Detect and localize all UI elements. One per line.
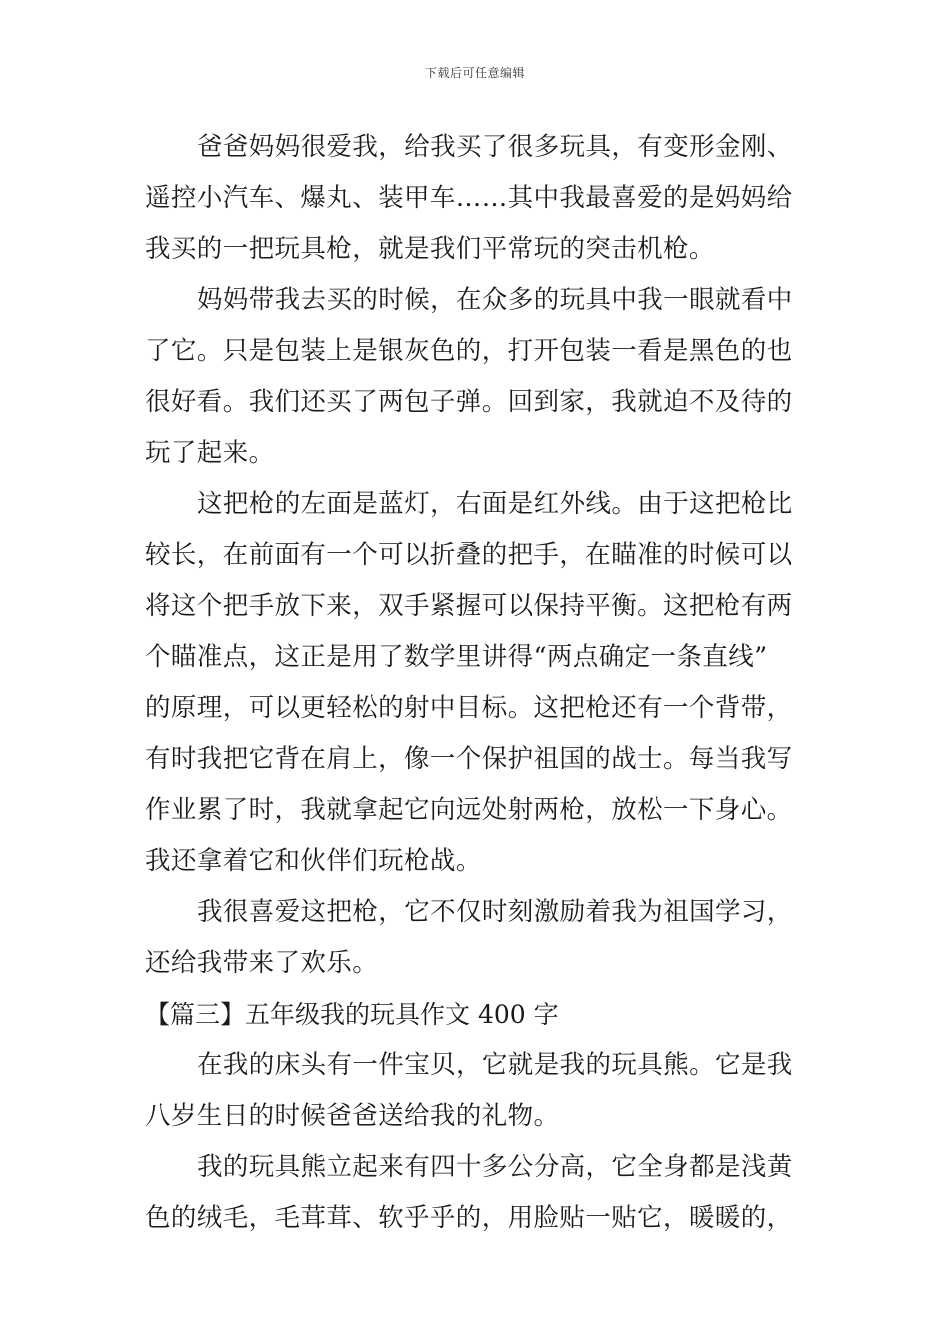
text-line: 遥控小汽车、爆丸、装甲车……其中我最喜爱的是妈妈给 — [145, 183, 793, 213]
document-body — [145, 122, 805, 1244]
text-line: 有时我把它背在肩上，像一个保护祖国的战士。每当我写 — [145, 744, 793, 774]
text-line: 这把枪的左面是蓝灯，右面是红外线。由于这把枪比 — [197, 489, 793, 519]
text-line: 爸爸妈妈很爱我，给我买了很多玩具，有变形金刚、 — [197, 132, 793, 162]
text-line: 色的绒毛，毛茸茸、软乎乎的，用脸贴一贴它，暖暖的， — [145, 1203, 793, 1233]
text-line: 个瞄准点，这正是用了数学里讲得“两点确定一条直线” — [145, 642, 768, 672]
section-heading: 【篇三】五年级我的玩具作文 400 字 — [145, 1000, 559, 1029]
text-line: 了它。只是包装上是银灰色的，打开包装一看是黑色的也 — [145, 336, 793, 366]
page-header: 下载后可任意编辑 — [424, 66, 525, 80]
text-line: 八岁生日的时候爸爸送给我的礼物。 — [145, 1101, 560, 1131]
text-line: 较长，在前面有一个可以折叠的把手，在瞄准的时候可以 — [145, 540, 793, 570]
text-line: 我的玩具熊立起来有四十多公分高，它全身都是浅黄 — [197, 1152, 793, 1182]
text-line: 在我的床头有一件宝贝，它就是我的玩具熊。它是我 — [197, 1050, 793, 1080]
text-line: 还给我带来了欢乐。 — [145, 948, 379, 978]
text-line: 将这个把手放下来，双手紧握可以保持平衡。这把枪有两 — [145, 591, 793, 621]
text-line: 很好看。我们还买了两包子弹。回到家，我就迫不及待的 — [145, 387, 793, 417]
text-line: 的原理，可以更轻松的射中目标。这把枪还有一个背带， — [145, 693, 793, 723]
text-line: 作业累了时，我就拿起它向远处射两枪，放松一下身心。 — [145, 795, 793, 825]
text-line: 妈妈带我去买的时候，在众多的玩具中我一眼就看中 — [197, 285, 793, 315]
text-line: 我买的一把玩具枪，就是我们平常玩的突击机枪。 — [145, 234, 715, 264]
text-line: 我很喜爱这把枪，它不仅时刻激励着我为祖国学习， — [197, 897, 793, 927]
text-line: 玩了起来。 — [145, 438, 275, 468]
text-line: 我还拿着它和伙伴们玩枪战。 — [145, 846, 482, 876]
